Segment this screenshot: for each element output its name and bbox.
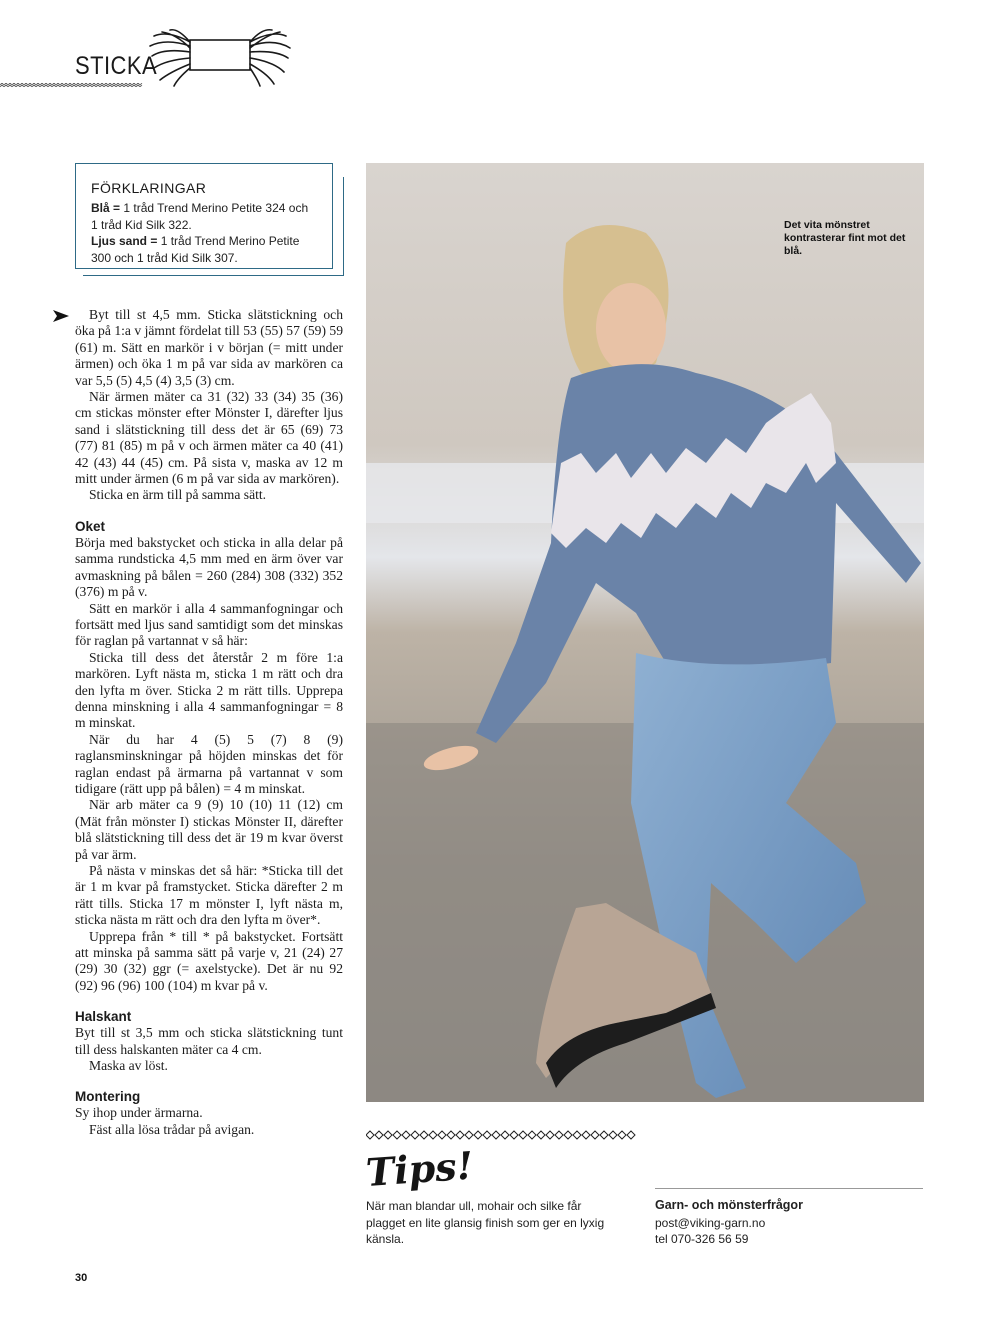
paragraph: Upprepa från * till * på bakstycket. Fortsätt att minska på samma sätt på varje v, 21 (24) 27 (29) 30 (32) ggr (= axelstycke). Det är nu 92 (92) 96 (96) 100 (104) m kvar på v. bbox=[75, 928, 343, 993]
heading-oket: Oket bbox=[75, 518, 106, 534]
section-label: STICKA bbox=[75, 52, 158, 80]
legend-term: Blå = bbox=[91, 201, 121, 215]
paragraph: Börja med bakstycket och sticka in alla delar på samma rundsticka 4,5 mm med en ärm över var avmaskning på bålen = 260 (284) 308 (332) 352 (376) m på v. bbox=[75, 534, 343, 600]
legend-text: 1 tråd Trend Merino Petite 300 och 1 tråd Kid Silk 307. bbox=[91, 234, 300, 265]
tips-title: Tips! bbox=[364, 1142, 475, 1195]
contact-title: Garn- och mönsterfrågor bbox=[655, 1198, 803, 1212]
paragraph: Byt till st 3,5 mm och sticka slätstickning tunt till dess halskanten mäter ca 4 cm. bbox=[75, 1025, 343, 1057]
photo-caption: Det vita mönstret kontrasterar fint mot det blå. bbox=[784, 219, 906, 257]
paragraph: Fäst alla lösa trådar på avigan. bbox=[89, 1121, 255, 1137]
legend-box bbox=[75, 163, 333, 269]
paragraph: Maska av löst. bbox=[89, 1058, 168, 1074]
legend-item-bla bbox=[91, 200, 318, 233]
paragraph: Sätt en markör i alla 4 sammanfogningar och fortsätt med ljus sand samtidigt som det minskas för raglan på vartannat v så här: bbox=[75, 600, 343, 649]
contact-email[interactable]: post@viking-garn.no bbox=[655, 1215, 766, 1230]
paragraph: När du har 4 (5) 5 (7) 8 (9) raglansminskningar på höjden minskas det för raglan endast på ärmarna på vartannat v som tidigare (rätt upp på bålen) = 4 m minskat. bbox=[75, 731, 343, 796]
legend-term: Ljus sand = bbox=[91, 234, 158, 248]
heading-halskant: Halskant bbox=[75, 1009, 132, 1025]
paragraph: På nästa v minskas det så här: *Sticka till det är 1 m kvar på framstycket. Sticka därefter 2 m rätt tills. Sticka 17 m mönster I, lyft nästa m, sticka nästa m rätt och dra den lyfta m över*. bbox=[75, 863, 343, 928]
contact-rule bbox=[655, 1188, 923, 1189]
tips-text: När man blandar ull, mohair och silke får plagget en lite glansig finish som ger en lyxig känsla. bbox=[366, 1199, 605, 1246]
page-number: 30 bbox=[75, 1272, 88, 1284]
paragraph: När arb mäter ca 9 (9) 10 (10) 11 (12) cm (Mät från mönster I) stickas Mönster II, därefter blå slätstickning till dess det är 19 m kvar överst på var ärm. bbox=[75, 797, 343, 862]
model-photo bbox=[366, 163, 924, 1102]
paragraph: Sticka till dess det återstår 2 m före 1:a markören. Lyft nästa m, sticka 1 m rätt och dra den lyfta m över. Sticka 2 m rätt tills. Upprepa denna minskning i alla 4 sammanfogningar = 8 m minskat. bbox=[75, 649, 343, 731]
tips-divider bbox=[366, 1130, 636, 1140]
legend-item-ljus-sand bbox=[91, 233, 318, 266]
paragraph: När ärmen mäter ca 31 (32) 33 (34) 35 (36) cm stickas mönster efter Mönster I, därefter ljus sand i slätstickning till dess det är 65 (69) 73 (77) 81 (85) m på v och ärmen mäter ca 40 (41) 42 (43) 44 (45) cm. På sista v, maska av 12 m mitt under ärmen (6 m på var sida av markören). bbox=[75, 389, 343, 487]
arrow-right-icon bbox=[52, 309, 70, 323]
contact-phone: tel 070-326 56 59 bbox=[655, 1232, 749, 1246]
yarn-skein-icon bbox=[148, 26, 294, 88]
legend-text: 1 tråd Trend Merino Petite 324 och 1 tråd Kid Silk 322. bbox=[91, 201, 309, 232]
heading-montering: Montering bbox=[75, 1089, 141, 1105]
instructions-column bbox=[75, 307, 343, 1138]
paragraph: Byt till st 4,5 mm. Sticka slätstickning och öka på 1:a v jämnt fördelat till 53 (55) 57 (59) 59 (61) m. Sätt en markör i v början (= mitt under ärmen) och öka 1 m på var sida av markören ca var 5,5 (5) 4,5 (4) 3,5 (3) cm. bbox=[75, 307, 343, 388]
paragraph: Sy ihop under ärmarna. bbox=[75, 1105, 203, 1121]
paragraph: Sticka en ärm till på samma sätt. bbox=[89, 487, 267, 503]
contact-block bbox=[655, 1197, 923, 1248]
legend-title: FÖRKLARINGAR bbox=[91, 180, 207, 196]
header-rule bbox=[0, 83, 143, 87]
